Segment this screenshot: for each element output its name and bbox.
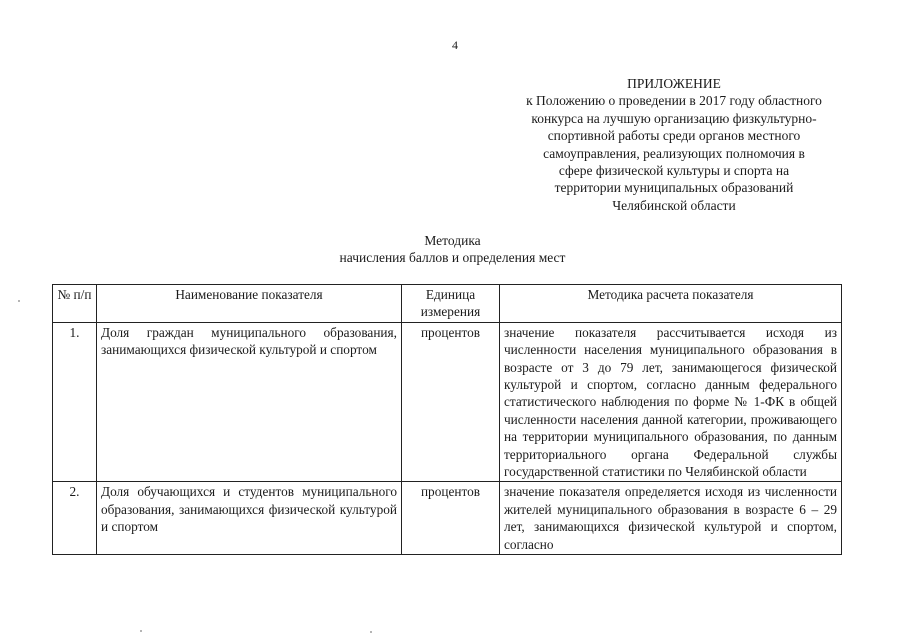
document-title-line1: Методика bbox=[424, 233, 481, 248]
appendix-line: Челябинской области bbox=[612, 197, 736, 213]
appendix-line: территории муниципальных образований bbox=[554, 180, 794, 196]
row-num: 2. bbox=[53, 482, 97, 555]
appendix-line: самоуправления, реализующих полномочия в bbox=[543, 145, 805, 161]
header-name: Наименование показателя bbox=[97, 285, 402, 323]
scan-artifact bbox=[18, 300, 20, 302]
row-method: значение показателя рассчитывается исходя из численности населения муниципального образования в возрасте от 3 до 79 лет, занимающегося физической культурой и спортом, согласно данным федерального статистического наблюдения по форме № 1-ФК в общей численности населения данной категории, проживающего на территории муниципального образования, по данным территориального органа Федеральной службы государственной статистики по Челябинской области bbox=[500, 322, 842, 482]
document-title-line2: начисления баллов и определения мест bbox=[339, 250, 566, 266]
methodology-table bbox=[52, 284, 842, 555]
appendix-line: к Положению о проведении в 2017 году областного bbox=[526, 93, 822, 109]
row-num: 1. bbox=[53, 322, 97, 482]
document-title bbox=[250, 232, 655, 267]
row-name: Доля обучающихся и студентов муниципального образования, занимающихся физической культурой и спортом bbox=[97, 482, 402, 555]
page-number: 4 bbox=[452, 38, 458, 52]
row-name: Доля граждан муниципального образования, занимающихся физической культурой и спортом bbox=[97, 322, 402, 482]
table-row bbox=[53, 482, 842, 555]
appendix-header bbox=[498, 75, 850, 214]
table-row bbox=[53, 322, 842, 482]
appendix-line: конкурса на лучшую организацию физкультурно- bbox=[531, 110, 817, 126]
appendix-line: спортивной работы среди органов местного bbox=[547, 128, 801, 144]
row-method: значение показателя определяется исходя из численности жителей муниципального образования в возрасте 6 – 29 лет, занимающихся физической культурой и спортом, согласно bbox=[500, 482, 842, 555]
row-unit: процентов bbox=[402, 322, 500, 482]
appendix-line: сфере физической культуры и спорта на bbox=[558, 163, 790, 179]
header-unit: Единица измерения bbox=[402, 285, 500, 323]
scan-artifact bbox=[140, 630, 142, 632]
header-num: № п/п bbox=[53, 285, 97, 323]
row-unit: процентов bbox=[402, 482, 500, 555]
header-method: Методика расчета показателя bbox=[500, 285, 842, 323]
scan-artifact bbox=[370, 631, 372, 633]
appendix-title: ПРИЛОЖЕНИЕ bbox=[627, 76, 721, 91]
table-header-row bbox=[53, 285, 842, 323]
